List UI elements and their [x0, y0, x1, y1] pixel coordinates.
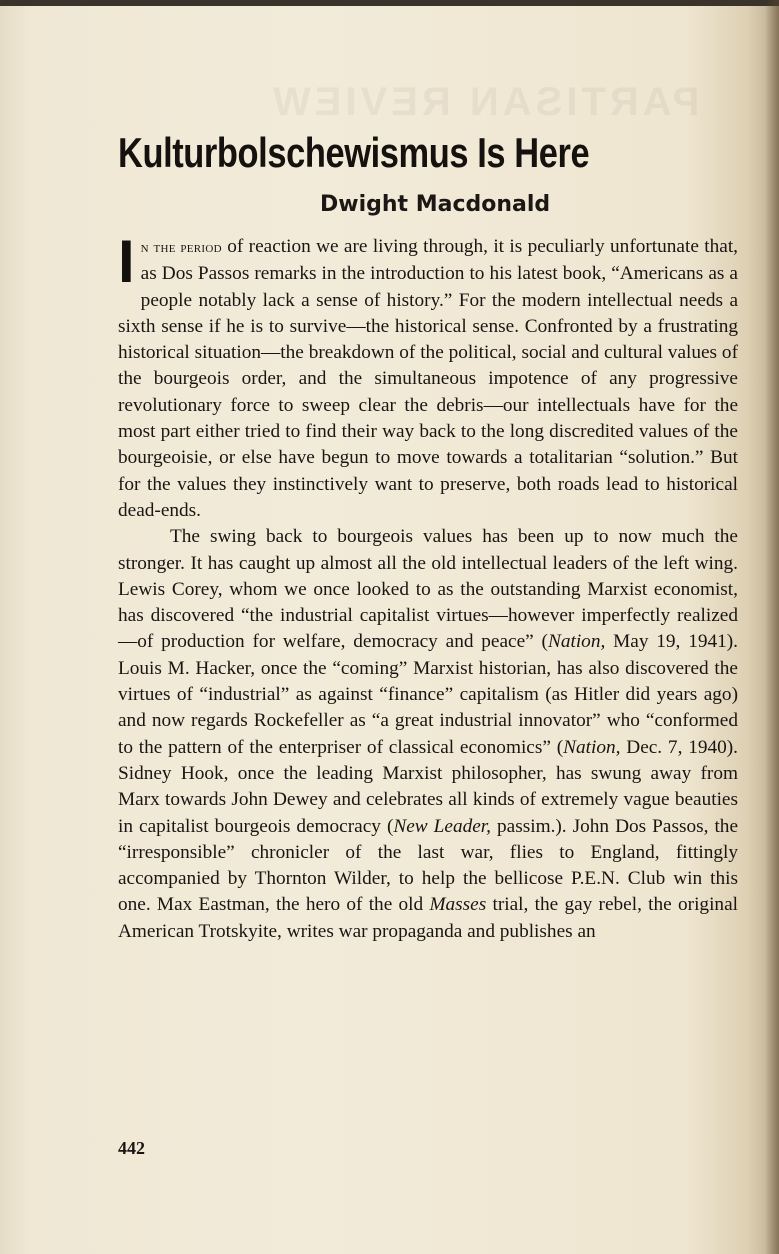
page-number: 442: [118, 1138, 145, 1158]
paragraph-2-text: The swing back to bourgeois values has been up to now much the stronger. It has caught up almost all the old intellectual leaders of the left wing. Lewis Corey, whom we once looked to as the outstanding Marxist economist, has discovered “the industrial capitalist virtues—however imperfectly realized—of production for welfare, democracy and peace” (: [118, 526, 738, 653]
article-title: Kulturbolschewismus Is Here: [118, 129, 590, 176]
paragraph-2-text: trial, the gay rebel, the original American Trotskyite, writes war propaganda and publishes an: [118, 894, 738, 942]
paragraph-2-text: Dec. 7, 1940). Sidney Hook, once the leading Marxist philosopher, has swung away from Marx towards John Dewey and celebrates all kinds of extremely vague beauties in capitalist bourgeois democracy (: [118, 736, 738, 837]
paragraph-2-text: passim.). John Dos Passos, the “irresponsible” chronicler of the last war, flies to England, fittingly accompanied by Thornton Wilder, to help the bellicose P.E.N. Club win this one. Max Eastman, the hero of the old: [118, 815, 739, 916]
paragraph-1-text: of reaction we are living through, it is peculiarly unfortunate that, as Dos Passos remarks in the introduction to his latest book, “Americans as a people notably lack a sense of history.” For the modern intellectual needs a sixth sense if he is to survive—the historical sense. Confronted by a frustrating historical situation—the breakdown of the political, social and cultural values of the bourgeois order, and the simultaneous impotence of any progressive revolutionary force to sweep clear the debris—our intellectuals have for the most part either tried to find their way back to the long discredited values of the bourgeoisie, or else have begun to move towards a totalitarian “solution.” But for the values they instinctively want to preserve, both roads lead to historical dead-ends.: [118, 236, 738, 521]
italic-citation: New Leader,: [393, 815, 491, 837]
paragraph-2-text: May 19, 1941). Louis M. Hacker, once the “coming” Marxist historian, has also discovered the virtues of “industrial” as against “finance” capitalism (as Hitler did years ago) and now regards Rockefeller as “a great industrial innovator” who “conformed to the pattern of the enterpriser of classical economics” (: [118, 631, 738, 758]
italic-citation: Nation,: [547, 631, 606, 653]
article-body: [118, 228, 739, 945]
paragraph-2: [118, 524, 738, 945]
article-author: Dwight Macdonald: [320, 192, 551, 217]
show-through-text: PARTISAN REVIEW: [268, 80, 699, 124]
italic-citation: Nation,: [563, 736, 621, 758]
italic-citation: Masses: [429, 894, 487, 916]
paragraph-1: [118, 228, 738, 524]
opening-small-caps: n the period: [140, 240, 222, 256]
drop-cap: I: [118, 228, 135, 295]
